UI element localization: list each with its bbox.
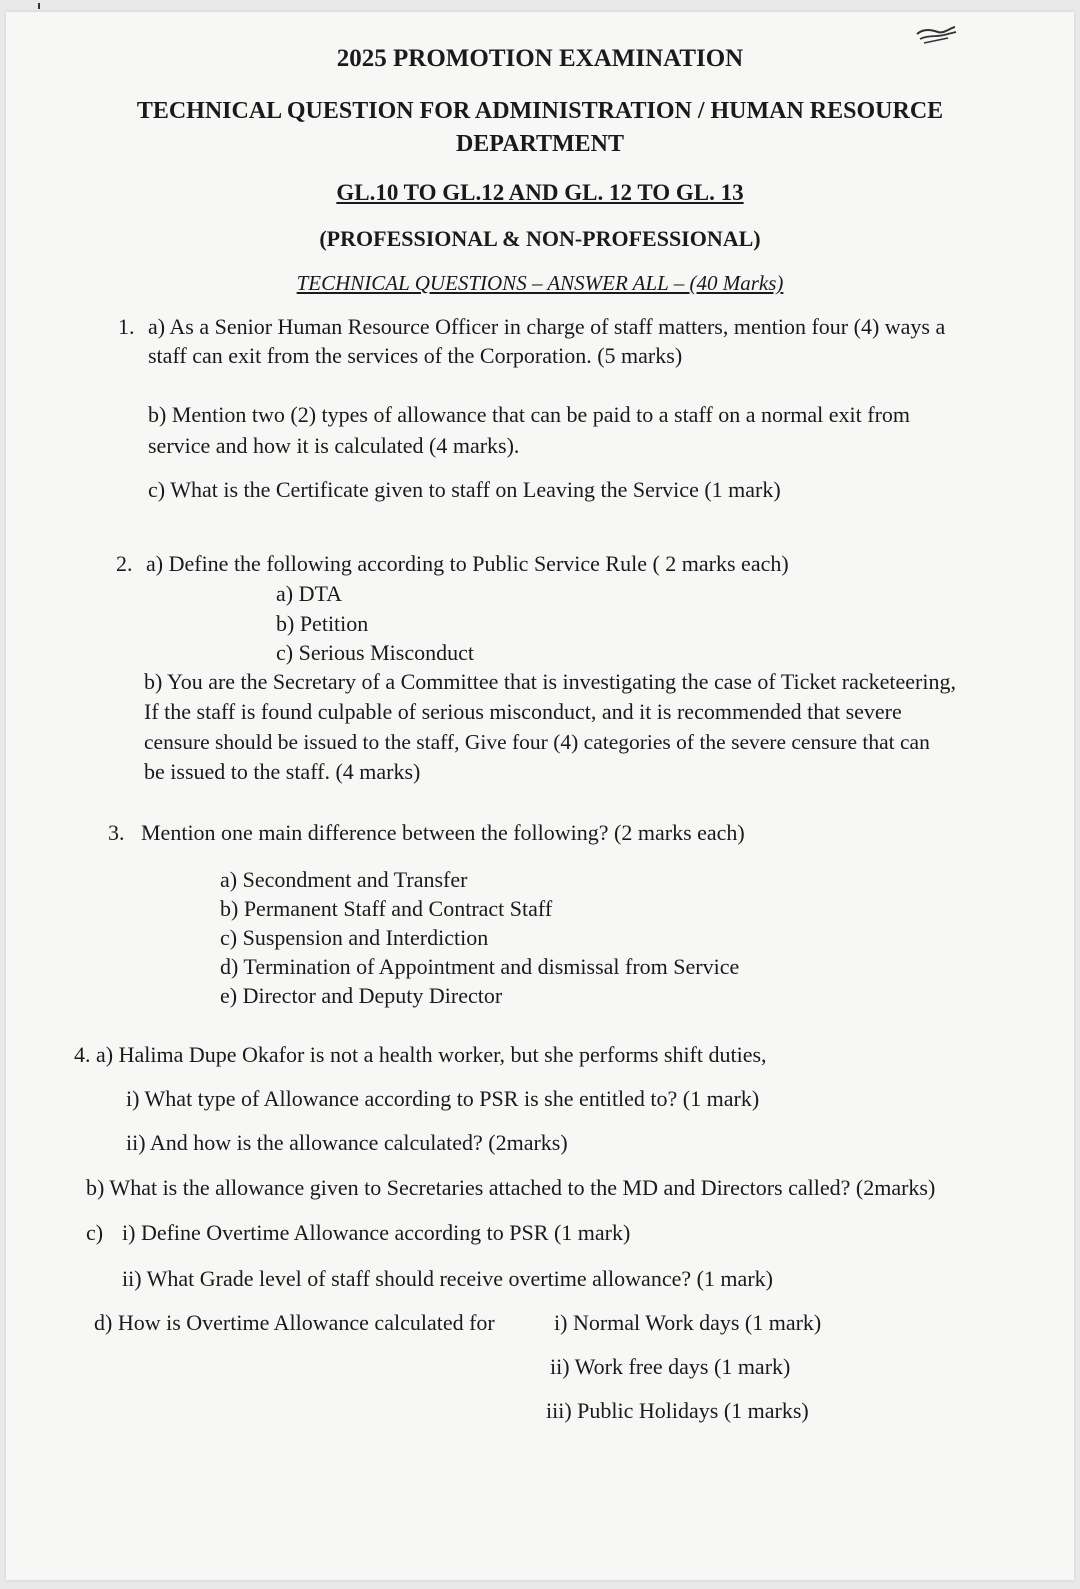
- q2-a-line-1: a) Define the following according to Public Service Rule ( 2 marks each): [146, 551, 789, 576]
- q3-number: 3.: [108, 820, 125, 845]
- q1-number: 1.: [118, 314, 135, 339]
- subtitle-line-2: DEPARTMENT: [455, 131, 625, 157]
- q3-sub-a: a) Secondment and Transfer: [220, 867, 468, 892]
- handwritten-initials-icon: [914, 24, 958, 46]
- exam-title: 2025 PROMOTION EXAMINATION: [336, 45, 744, 72]
- category-line: (PROFESSIONAL & NON-PROFESSIONAL): [319, 226, 761, 251]
- q3-line-1: Mention one main difference between the following? (2 marks each): [141, 820, 745, 845]
- q2-b-line-1: b) You are the Secretary of a Committee that is investigating the case of Ticket racketeering,: [144, 669, 956, 694]
- q4-d-iii: iii) Public Holidays (1 marks): [546, 1398, 809, 1423]
- q4-c-ii: ii) What Grade level of staff should receive overtime allowance? (1 mark): [122, 1266, 773, 1291]
- q3-sub-b: b) Permanent Staff and Contract Staff: [220, 896, 553, 921]
- subtitle-line-1: TECHNICAL QUESTION FOR ADMINISTRATION / HUMAN RESOURCE: [136, 98, 944, 124]
- q4-a-line-1: 4. a) Halima Dupe Okafor is not a health worker, but she performs shift duties,: [74, 1042, 767, 1067]
- q4-d-i: i) Normal Work days (1 mark): [554, 1310, 822, 1335]
- q3-sub-c: c) Suspension and Interdiction: [220, 925, 489, 950]
- q2-b-line-3: censure should be issued to the staff, Give four (4) categories of the severe censure that can: [144, 730, 930, 754]
- q3-sub-e: e) Director and Deputy Director: [220, 983, 503, 1008]
- q3-sub-d: d) Termination of Appointment and dismissal from Service: [220, 954, 740, 979]
- q2-sub-c: c) Serious Misconduct: [276, 640, 474, 665]
- q1-a-line-1: a) As a Senior Human Resource Officer in charge of staff matters, mention four (4) ways a: [148, 314, 946, 339]
- q2-b-line-4: be issued to the staff. (4 marks): [144, 759, 421, 784]
- q1-c-line-1: c) What is the Certificate given to staff on Leaving the Service (1 mark): [148, 477, 781, 502]
- q1-b-line-1: b) Mention two (2) types of allowance that can be paid to a staff on a normal exit from: [148, 402, 911, 427]
- q1-a-line-2: staff can exit from the services of the Corporation. (5 marks): [148, 343, 683, 368]
- q4-d-line-1: d) How is Overtime Allowance calculated for: [94, 1310, 495, 1335]
- q2-b-line-2: If the staff is found culpable of serious misconduct, and it is recommended that severe: [144, 699, 902, 724]
- scan-mark: [38, 3, 40, 9]
- q2-number: 2.: [116, 551, 133, 576]
- q2-sub-b: b) Petition: [276, 611, 369, 636]
- q4-c-label: c): [86, 1220, 104, 1245]
- q4-d-ii: ii) Work free days (1 mark): [550, 1354, 791, 1379]
- grade-levels: GL.10 TO GL.12 AND GL. 12 TO GL. 13: [336, 180, 744, 205]
- q1-b-line-2: service and how it is calculated (4 marks).: [148, 433, 520, 458]
- q4-b-line-1: b) What is the allowance given to Secretaries attached to the MD and Directors called? (2marks): [86, 1175, 936, 1200]
- q4-a-ii: ii) And how is the allowance calculated? (2marks): [126, 1130, 568, 1155]
- q4-c-i: i) Define Overtime Allowance according to PSR (1 mark): [122, 1220, 631, 1245]
- q4-a-i: i) What type of Allowance according to PSR is she entitled to? (1 mark): [126, 1086, 760, 1111]
- exam-page: [6, 12, 1074, 1580]
- q2-sub-a: a) DTA: [276, 581, 343, 606]
- instruction-line: TECHNICAL QUESTIONS – ANSWER ALL – (40 Marks): [296, 271, 784, 295]
